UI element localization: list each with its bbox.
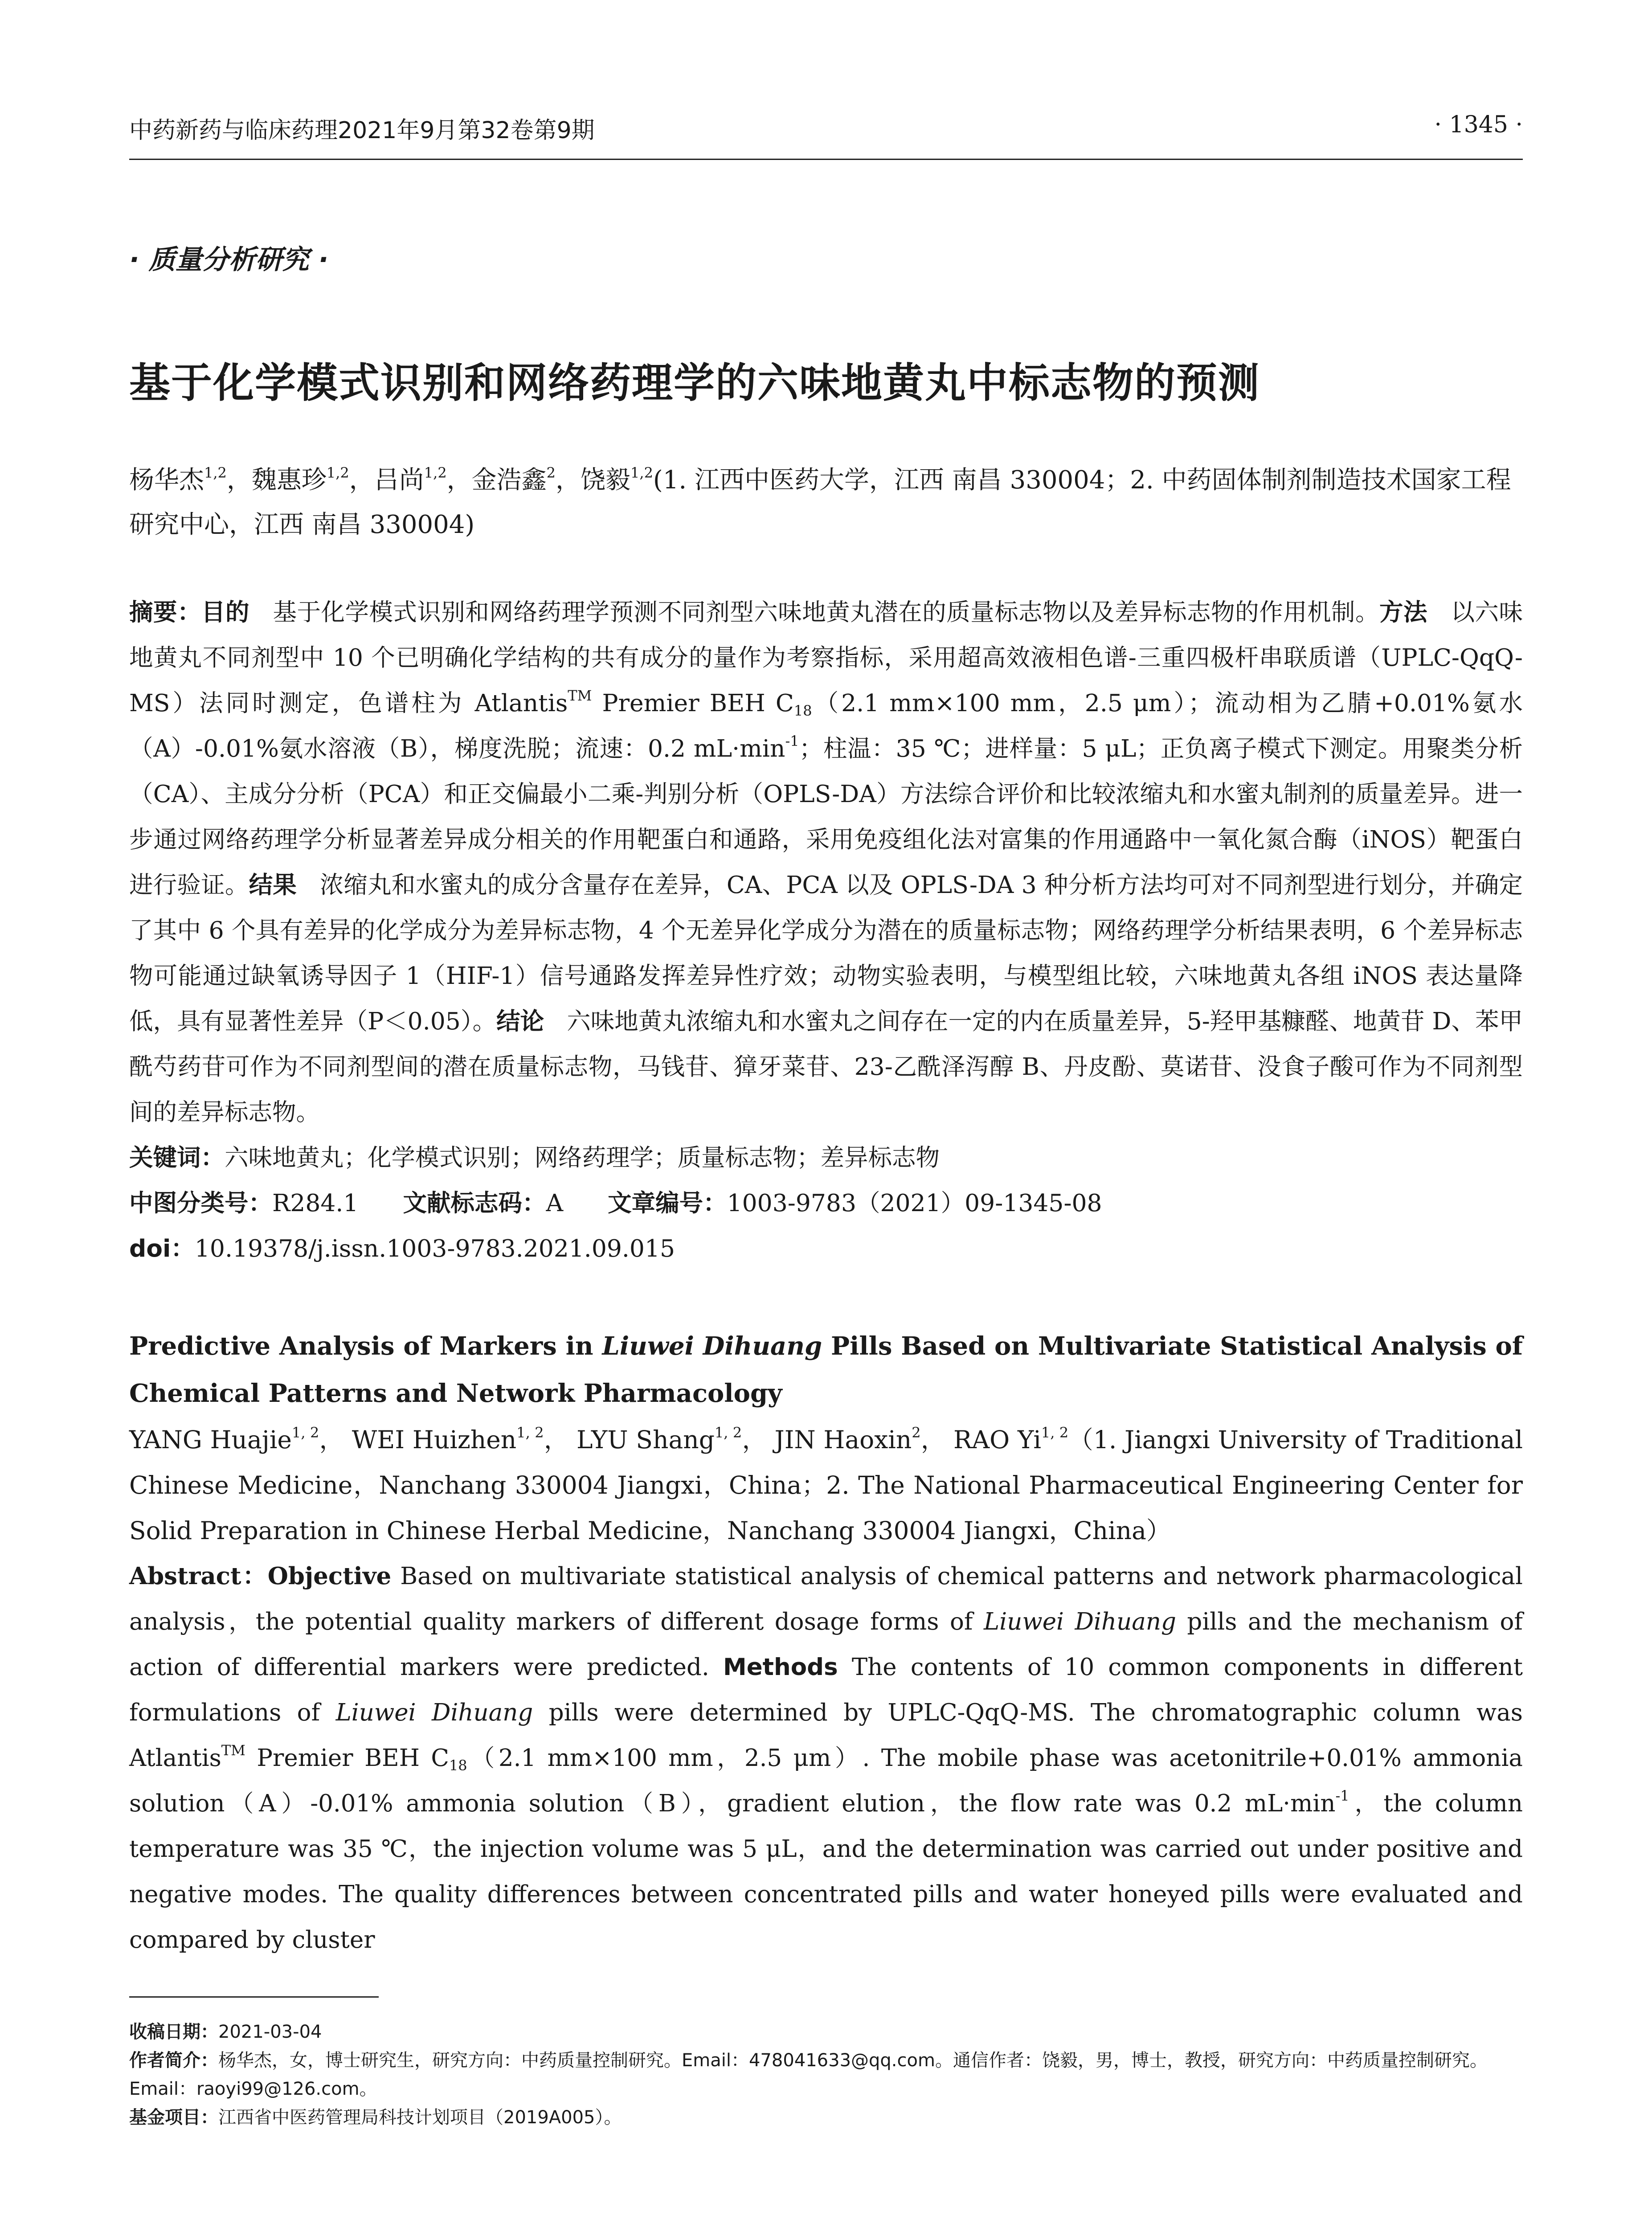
journal-citation: 中药新药与临床药理2021年9月第32卷第9期: [129, 117, 595, 144]
en-objective-label: Objective: [267, 1562, 392, 1590]
trademark-mark: TM: [568, 687, 592, 704]
footnote-author: [129, 2046, 1523, 2103]
en-methods-text: Premier BEH C: [245, 1745, 449, 1772]
author-bio-label: 作者简介：: [129, 2050, 218, 2071]
received-label: 收稿日期：: [129, 2022, 218, 2042]
trademark-mark: TM: [221, 1742, 245, 1759]
page-number: · 1345 ·: [1434, 111, 1523, 138]
footnote-received: [129, 2018, 1523, 2046]
affiliation-mark: 1, 2: [516, 1424, 544, 1441]
en-italic-term: Liuwei Dihuang: [335, 1699, 533, 1726]
objective-text: 基于化学模式识别和网络药理学预测不同剂型六味地黄丸潜在的质量标志物以及差异标志物的作用机制。: [273, 598, 1380, 626]
method-label: 方法: [1379, 598, 1428, 626]
en-title-text: Predictive Analysis of Markers in: [129, 1331, 602, 1361]
article-body: [129, 238, 1523, 1963]
article-title-cn: 基于化学模式识别和网络药理学的六味地黄丸中标志物的预测: [129, 359, 1260, 407]
clc-label: 中图分类号：: [129, 1189, 272, 1217]
en-italic-term: Liuwei Dihuang: [984, 1608, 1176, 1635]
fund-label: 基金项目：: [129, 2107, 218, 2128]
affiliation-mark: 1,2: [204, 464, 227, 481]
en-objective-text: Based on multivariate statistical analysis of chemical patterns and network pharmacological analysis，the potential quality markers of different dosage forms of: [129, 1563, 1523, 1635]
conclusion-text: 六味地黄丸浓缩丸和水蜜丸之间存在一定的内在质量差异，5-羟甲基糠醛、地黄苷 D、苯甲酰芍药苷可作为不同剂型间的潜在质量标志物，马钱苷、獐牙菜苷、23-乙酰泽泻醇 B、丹皮酚、莫诺苷、没食子酸可作为不同剂型间的差异标志物。: [129, 1007, 1523, 1126]
subscript-18: 18: [449, 1757, 467, 1774]
unit-exponent: -1: [785, 733, 799, 749]
affiliation-mark: 1,2: [630, 464, 653, 481]
affiliation-mark: 1,2: [326, 464, 349, 481]
en-title-italic: Liuwei Dihuang: [602, 1331, 822, 1361]
affiliation-mark: 1, 2: [1041, 1424, 1069, 1441]
author-name-en: LYU Shang: [576, 1425, 715, 1454]
conclusion-label: 结论: [496, 1007, 544, 1035]
article-no-value: 1003-9783（2021）09-1345-08: [727, 1189, 1102, 1217]
keywords-label: 关键词：: [129, 1143, 225, 1171]
en-abstract-label: Abstract：: [129, 1562, 268, 1590]
result-label: 结果: [249, 871, 297, 899]
abstract-en: [129, 1553, 1523, 1963]
fund-text: 江西省中医药管理局科技计划项目（2019A005）。: [218, 2107, 622, 2128]
affiliation-mark: 2: [546, 464, 556, 481]
abstract-label: 摘要：: [129, 598, 201, 626]
abstract-cn: [129, 590, 1523, 1135]
affiliation-mark: 1, 2: [714, 1424, 742, 1441]
author-name: 魏惠珍: [251, 466, 327, 495]
footnote-fund: [129, 2103, 1523, 2132]
affiliation-mark: 2: [912, 1424, 921, 1441]
doc-code-value: A: [546, 1189, 564, 1217]
method-text: 以六味地黄丸不同剂型中 10 个已明确化学结构的共有成分的量作为考察指标，采用超高效液相色谱-三重四极杆串联质谱（UPLC-QqQ-MS）法同时测定，色谱柱为 Atlantis: [129, 598, 1523, 717]
en-methods-text: pills were determined by UPLC-QqQ-MS. The chromatographic column was Atlantis: [129, 1699, 1523, 1772]
author-name-en: RAO Yi: [953, 1425, 1041, 1454]
author-name: 饶毅: [581, 466, 631, 495]
method-text: Premier BEH C: [592, 689, 794, 717]
doc-code-label: 文献标志码：: [403, 1189, 546, 1217]
header-rule: [129, 159, 1523, 160]
subscript-18: 18: [793, 702, 812, 719]
en-title-text: Pills Based on Multivariate Statistical Analysis of Chemical Patterns and Network Pharmacology: [129, 1331, 1523, 1408]
doi-line: [129, 1226, 1523, 1271]
author-name: 金浩鑫: [471, 466, 547, 495]
en-methods-text: The contents of 10 common components in different formulations of: [129, 1654, 1523, 1726]
objective-label: 目的: [201, 598, 249, 626]
authors-en: YANG Huajie$^{1, 2}$， WEI Huizhen$^{1, 2}$， LYU Shang$^{1, 2}$， JIN Haoxin$^2$， RAO Yi$^{1, 2}$（1. Jiangxi University of Traditional Chinese Medicine，Nanchang 330004 Jiangxi，China；2. The National Pharmaceutical Engineering Center for Solid Preparation in Chinese Herbal Medicine，Nanchang 330004 Jiangxi，China）: [129, 1424, 1523, 1545]
affiliations-cn: (1. 江西中医药大学，江西 南昌 330004；2. 中药固体制剂制造技术国家工程研究中心，江西 南昌 330004): [129, 466, 1511, 539]
section-label: · 质量分析研究 ·: [129, 244, 329, 275]
doi-label: doi：: [129, 1234, 195, 1262]
affiliation-mark: 1, 2: [291, 1424, 319, 1441]
article-title-en: [129, 1323, 1523, 1417]
footnotes: [129, 2018, 1523, 2132]
en-methods-label: Methods: [723, 1654, 838, 1681]
clc-value: R284.1: [272, 1189, 359, 1217]
method-text: ；柱温：35 ℃；进样量：5 μL；正负离子模式下测定。用聚类分析（CA）、主成分分析（PCA）和正交偏最小二乘-判别分析（OPLS-DA）方法综合评价和比较浓缩丸和水蜜丸制剂的质量差异。进一步通过网络药理学分析显著差异成分相关的作用靶蛋白和通路，采用免疫组化法对富集的作用通路中一氧化氮合酶（iNOS）靶蛋白进行验证。: [129, 734, 1523, 899]
author-name-en: JIN Haoxin: [774, 1425, 912, 1454]
result-text: 浓缩丸和水蜜丸的成分含量存在差异，CA、PCA 以及 OPLS-DA 3 种分析方法均可对不同剂型进行划分，并确定了其中 6 个具有差异的化学成分为差异标志物，4 个无差异化学成分为潜在的质量标志物；网络药理学分析结果表明，6 个差异标志物可能通过缺氧诱导因子 1（HIF-1）信号通路发挥差异性疗效；动物实验表明，与模型组比较，六味地黄丸各组 iNOS 表达量降低，具有显著性差异（P＜0.05）。: [129, 871, 1523, 1035]
article-no-label: 文章编号：: [608, 1189, 727, 1217]
affiliations-en: （1. Jiangxi University of Traditional Chinese Medicine，Nanchang 330004 Jiangxi，China；2. The National Pharmaceutical Engineering Center for Solid Preparation in Chinese Herbal Medicine，Nanchang 330004 Jiangxi，China）: [129, 1425, 1523, 1545]
affiliation-mark: 1,2: [424, 464, 447, 481]
author-name-en: WEI Huizhen: [352, 1425, 517, 1454]
author-bio-text: 杨华杰，女，博士研究生，研究方向：中药质量控制研究。Email：478041633@qq.com。通信作者：饶毅，男，博士，教授，研究方向：中药质量控制研究。Email：raoyi99@126.com。: [129, 2050, 1488, 2099]
received-date: 2021-03-04: [218, 2022, 322, 2042]
en-objective-text: pills and the mechanism of action of differential markers were predicted.: [129, 1608, 1523, 1681]
keywords-text: 六味地黄丸；化学模式识别；网络药理学；质量标志物；差异标志物: [225, 1143, 940, 1171]
method-text: （2.1 mm×100 mm，2.5 μm）；流动相为乙腈+0.01%氨水（A）-0.01%氨水溶液（B），梯度洗脱；流速：0.2 mL·min: [129, 689, 1523, 762]
author-name: 吕尚: [374, 466, 424, 495]
unit-exponent: -1: [1335, 1787, 1349, 1804]
classification-line: [129, 1180, 1523, 1226]
author-name: 杨华杰: [129, 466, 204, 495]
doi-value: 10.19378/j.issn.1003-9783.2021.09.015: [194, 1234, 675, 1262]
footnote-rule: [129, 1996, 379, 1998]
en-methods-text: ，the column temperature was 35 ℃，the injection volume was 5 μL，and the determination was carried out under positive and negative modes. The quality differences between concentrated pills and water honeyed pills were evaluated and compared by cluster: [129, 1790, 1523, 1954]
en-methods-text: （2.1 mm×100 mm，2.5 μm）. The mobile phase was acetonitrile+0.01% ammonia solution（A）-0.01% ammonia solution（B），gradient elution，the flow rate was 0.2 mL·min: [129, 1745, 1523, 1817]
running-header: [129, 111, 1523, 147]
keywords: [129, 1135, 1523, 1180]
authors-cn: 杨华杰$^{1,2}$，魏惠珍$^{1,2}$，吕尚$^{1,2}$，金浩鑫$^2$，饶毅$^{1,2}$(1. 江西中医药大学，江西 南昌 330004；2. 中药固体制剂制造技术国家工程研究中心，江西 南昌 330004): [129, 464, 1511, 539]
author-name-en: YANG Huajie: [129, 1425, 292, 1454]
